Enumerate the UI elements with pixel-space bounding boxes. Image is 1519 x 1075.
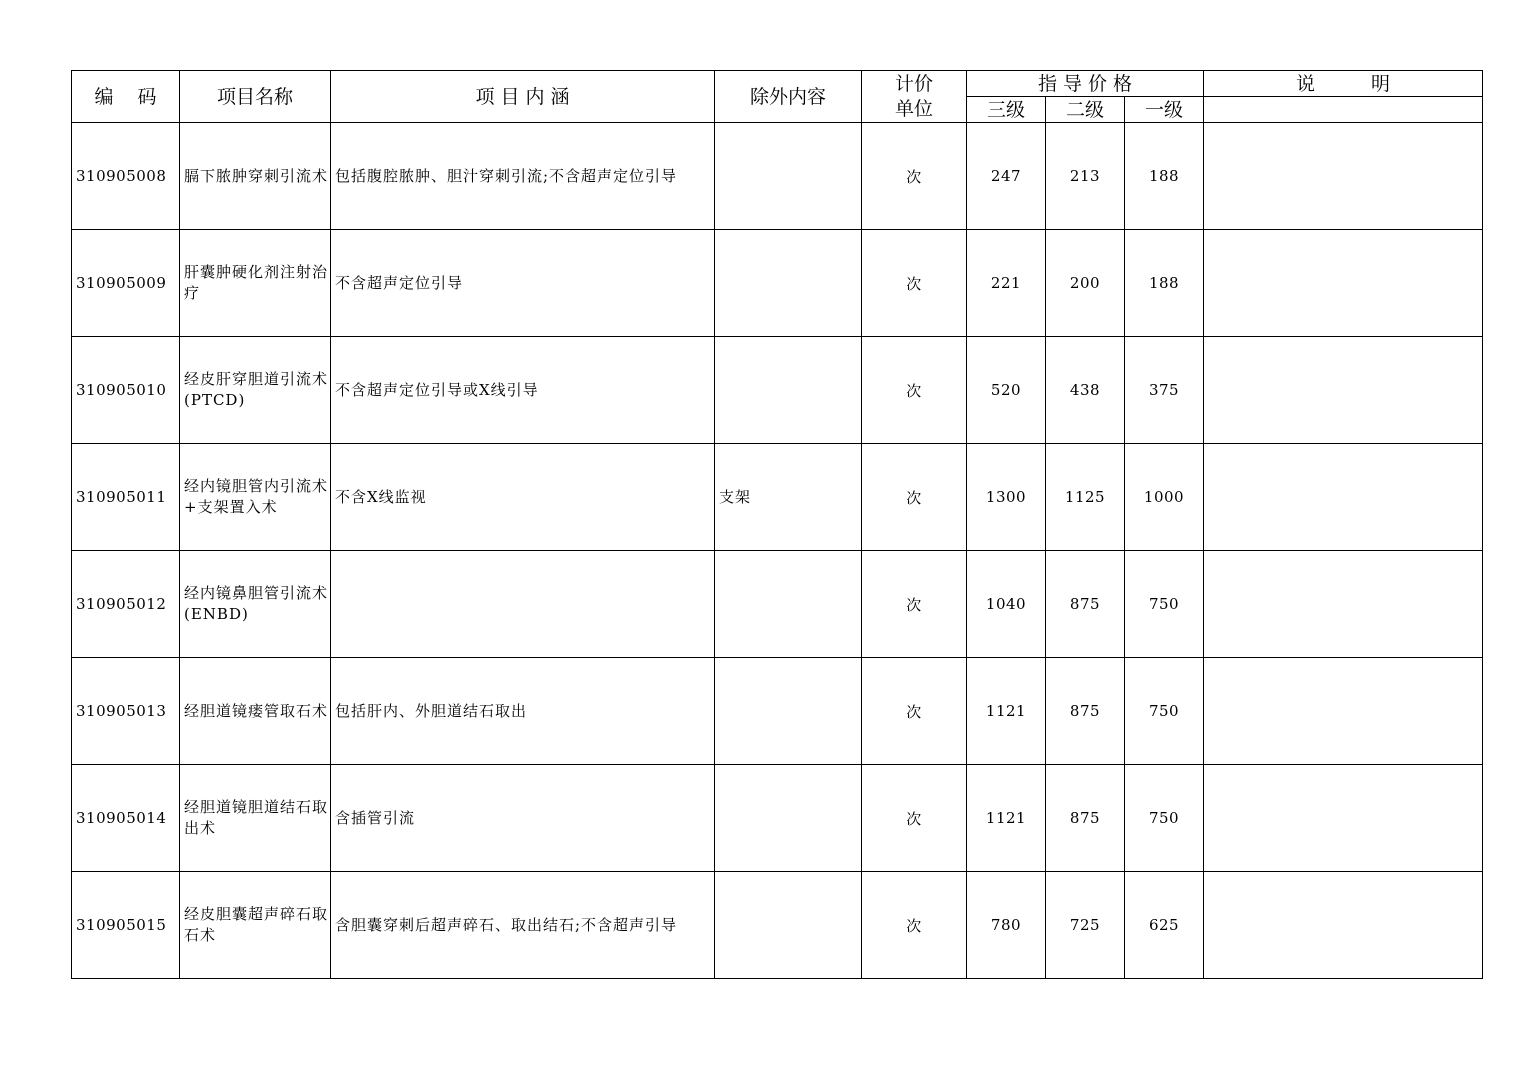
cell-level1: 188 — [1125, 123, 1204, 230]
header-note-blank — [1204, 97, 1483, 123]
cell-excluded — [715, 551, 862, 658]
table-row — [72, 123, 1483, 230]
header-level2: 二级 — [1046, 97, 1125, 123]
cell-level1: 375 — [1125, 337, 1204, 444]
cell-content: 包括腹腔脓肿、胆汁穿刺引流;不含超声定位引导 — [331, 123, 715, 230]
cell-code: 310905012 — [72, 551, 180, 658]
cell-content: 含插管引流 — [331, 765, 715, 872]
cell-level1: 1000 — [1125, 444, 1204, 551]
cell-level3: 221 — [967, 230, 1046, 337]
cell-level2: 875 — [1046, 658, 1125, 765]
cell-code: 310905010 — [72, 337, 180, 444]
cell-level3: 247 — [967, 123, 1046, 230]
cell-unit: 次 — [862, 337, 967, 444]
cell-unit: 次 — [862, 872, 967, 979]
cell-unit: 次 — [862, 123, 967, 230]
cell-level1: 750 — [1125, 551, 1204, 658]
cell-excluded — [715, 658, 862, 765]
header-excluded: 除外内容 — [715, 71, 862, 123]
cell-content: 不含X线监视 — [331, 444, 715, 551]
cell-level2: 875 — [1046, 765, 1125, 872]
header-name: 项目名称 — [180, 71, 331, 123]
cell-level3: 1300 — [967, 444, 1046, 551]
cell-code: 310905015 — [72, 872, 180, 979]
cell-level1: 750 — [1125, 765, 1204, 872]
cell-unit: 次 — [862, 765, 967, 872]
cell-content: 不含超声定位引导 — [331, 230, 715, 337]
cell-code: 310905008 — [72, 123, 180, 230]
cell-excluded — [715, 123, 862, 230]
cell-level1: 750 — [1125, 658, 1204, 765]
cell-unit: 次 — [862, 444, 967, 551]
header-unit-line2: 单位 — [894, 97, 933, 120]
cell-excluded — [715, 337, 862, 444]
header-note: 说 明 — [1204, 71, 1483, 97]
cell-note — [1204, 230, 1483, 337]
cell-note — [1204, 765, 1483, 872]
cell-note — [1204, 337, 1483, 444]
cell-name: 经胆道镜胆道结石取出术 — [180, 765, 331, 872]
cell-note — [1204, 444, 1483, 551]
cell-code: 310905011 — [72, 444, 180, 551]
cell-code: 310905013 — [72, 658, 180, 765]
cell-unit: 次 — [862, 551, 967, 658]
cell-level3: 520 — [967, 337, 1046, 444]
cell-level3: 1121 — [967, 658, 1046, 765]
cell-code: 310905014 — [72, 765, 180, 872]
cell-level2: 1125 — [1046, 444, 1125, 551]
cell-note — [1204, 658, 1483, 765]
header-price-group: 指 导 价 格 — [967, 71, 1204, 97]
header-code: 编 码 — [72, 71, 180, 123]
cell-content: 含胆囊穿刺后超声碎石、取出结石;不含超声引导 — [331, 872, 715, 979]
cell-level2: 725 — [1046, 872, 1125, 979]
header-level3: 三级 — [967, 97, 1046, 123]
cell-name: 膈下脓肿穿刺引流术 — [180, 123, 331, 230]
cell-name: 经皮肝穿胆道引流术(PTCD) — [180, 337, 331, 444]
cell-level2: 200 — [1046, 230, 1125, 337]
cell-name: 肝囊肿硬化剂注射治疗 — [180, 230, 331, 337]
header-unit — [862, 71, 967, 123]
cell-content — [331, 551, 715, 658]
cell-name: 经内镜胆管内引流术+支架置入术 — [180, 444, 331, 551]
cell-level3: 1121 — [967, 765, 1046, 872]
cell-excluded — [715, 230, 862, 337]
table-row — [72, 230, 1483, 337]
header-level1: 一级 — [1125, 97, 1204, 123]
cell-excluded — [715, 872, 862, 979]
table-row — [72, 658, 1483, 765]
cell-level3: 1040 — [967, 551, 1046, 658]
cell-level2: 875 — [1046, 551, 1125, 658]
cell-level1: 625 — [1125, 872, 1204, 979]
cell-excluded: 支架 — [715, 444, 862, 551]
table-row — [72, 444, 1483, 551]
header-content: 项 目 内 涵 — [331, 71, 715, 123]
cell-level2: 213 — [1046, 123, 1125, 230]
header-unit-line1: 计价 — [894, 72, 933, 95]
table-row — [72, 765, 1483, 872]
cell-note — [1204, 872, 1483, 979]
cell-level2: 438 — [1046, 337, 1125, 444]
cell-name: 经皮胆囊超声碎石取石术 — [180, 872, 331, 979]
table-row — [72, 551, 1483, 658]
cell-note — [1204, 551, 1483, 658]
cell-content: 不含超声定位引导或X线引导 — [331, 337, 715, 444]
cell-unit: 次 — [862, 230, 967, 337]
cell-name: 经内镜鼻胆管引流术(ENBD) — [180, 551, 331, 658]
table-row — [72, 872, 1483, 979]
cell-excluded — [715, 765, 862, 872]
cell-content: 包括肝内、外胆道结石取出 — [331, 658, 715, 765]
cell-unit: 次 — [862, 658, 967, 765]
price-table — [71, 70, 1483, 979]
cell-name: 经胆道镜瘘管取石术 — [180, 658, 331, 765]
cell-level1: 188 — [1125, 230, 1204, 337]
cell-level3: 780 — [967, 872, 1046, 979]
cell-code: 310905009 — [72, 230, 180, 337]
cell-note — [1204, 123, 1483, 230]
table-row — [72, 337, 1483, 444]
